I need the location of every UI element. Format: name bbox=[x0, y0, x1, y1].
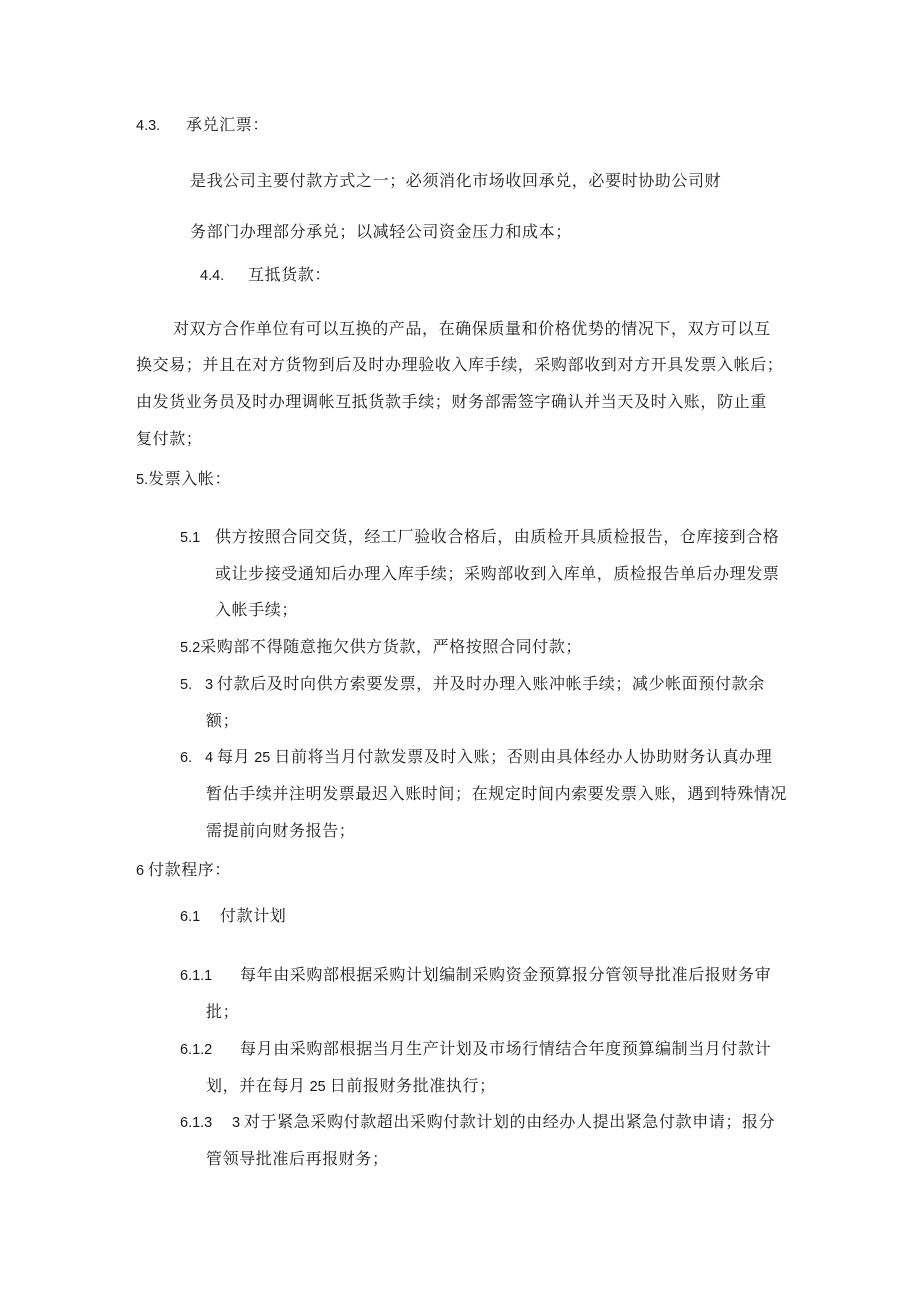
item-number: 6.1.2 bbox=[180, 1042, 213, 1058]
section-number: 5. bbox=[136, 472, 149, 488]
paragraph-line: 暂估手续并注明发票最迟入账时间；在规定时间内索要发票入账，遇到特殊情况 bbox=[206, 784, 788, 803]
paragraph-line: 批； bbox=[206, 1002, 240, 1021]
list-item bbox=[180, 747, 772, 768]
item-number: 6.1.3 bbox=[180, 1115, 213, 1131]
inline-number: 25 bbox=[309, 1079, 326, 1095]
list-item bbox=[180, 1039, 771, 1060]
item-number: 5. bbox=[180, 677, 193, 693]
item-number-suffix: 3 bbox=[232, 1115, 241, 1131]
item-number-suffix: 3 bbox=[205, 677, 214, 693]
paragraph-line: 额； bbox=[206, 711, 240, 730]
item-text: 付款后及时向供方索要发票，并及时办理入账冲帐手续；减少帐面预付款余 bbox=[217, 674, 765, 693]
inline-number: 25 bbox=[254, 750, 271, 766]
item-number: 5.1 bbox=[180, 530, 201, 546]
subsection-heading bbox=[180, 906, 286, 927]
item-text: 每年由采购部根据采购计划编制采购资金预算报分管领导批准后报财务审 bbox=[240, 965, 772, 984]
item-text: 每月由采购部根据当月生产计划及市场行情结合年度预算编制当月付款计 bbox=[240, 1039, 772, 1058]
item-text: 采购部不得随意拖欠供方货款，严格按照合同付款； bbox=[200, 637, 582, 656]
list-item bbox=[180, 527, 779, 548]
list-item bbox=[180, 1112, 775, 1133]
item-text: 每月 bbox=[217, 747, 251, 766]
paragraph-line: 由发货业务员及时办理调帐互抵货款手续；财务部需签字确认并当天及时入账，防止重 bbox=[136, 392, 767, 411]
section-number: 4.3. bbox=[136, 118, 161, 134]
item-number: 6.1.1 bbox=[180, 968, 213, 984]
item-text: 日前将当月付款发票及时入账；否则由具体经办人协助财务认真办理 bbox=[274, 747, 773, 766]
list-item bbox=[180, 674, 765, 695]
paragraph-line bbox=[206, 1076, 496, 1097]
section-title: 互抵货款： bbox=[248, 265, 332, 284]
section-heading bbox=[136, 115, 269, 136]
item-text: 日前报财务批准执行； bbox=[329, 1076, 496, 1095]
list-item bbox=[180, 965, 771, 986]
paragraph-line: 是我公司主要付款方式之一；必须消化市场收回承兑，必要时协助公司财 bbox=[190, 171, 722, 190]
item-text: 供方按照合同交货，经工厂验收合格后，由质检开具质检报告，仓库接到合格 bbox=[215, 527, 780, 546]
paragraph-line: 或让步接受通知后办理入库手续；采购部收到入库单，质检报告单后办理发票 bbox=[215, 564, 780, 583]
list-item bbox=[180, 637, 582, 658]
section-heading bbox=[136, 469, 231, 490]
section-number: 6 bbox=[136, 863, 145, 879]
section-title: 付款程序： bbox=[148, 860, 232, 879]
paragraph-line: 对双方合作单位有可以互换的产品，在确保质量和价格优势的情况下，双方可以互 bbox=[173, 319, 771, 338]
section-heading bbox=[136, 860, 231, 881]
subsection-number: 6.1 bbox=[180, 909, 201, 925]
section-title: 发票入帐： bbox=[148, 469, 232, 488]
item-text: 划，并在每月 bbox=[206, 1076, 306, 1095]
section-title: 承兑汇票： bbox=[186, 115, 270, 134]
item-number: 6. bbox=[180, 750, 193, 766]
paragraph-line: 需提前向财务报告； bbox=[206, 821, 356, 840]
paragraph-line: 务部门办理部分承兑；以减轻公司资金压力和成本； bbox=[190, 222, 572, 241]
subsection-title: 付款计划 bbox=[220, 906, 287, 925]
item-text: 对于紧急采购付款超出采购付款计划的由经办人提出紧急付款申请；报分 bbox=[244, 1112, 776, 1131]
paragraph-line: 管领导批准后再报财务； bbox=[206, 1149, 389, 1168]
section-heading bbox=[200, 265, 331, 286]
paragraph-line: 入帐手续； bbox=[215, 600, 299, 619]
paragraph-line: 换交易；并且在对方货物到后及时办理验收入库手续，采购部收到对方开具发票入帐后； bbox=[136, 355, 784, 374]
section-number: 4.4. bbox=[200, 268, 225, 284]
paragraph-line: 复付款； bbox=[136, 429, 203, 448]
item-number: 5.2 bbox=[180, 640, 201, 656]
item-number-suffix: 4 bbox=[205, 750, 214, 766]
